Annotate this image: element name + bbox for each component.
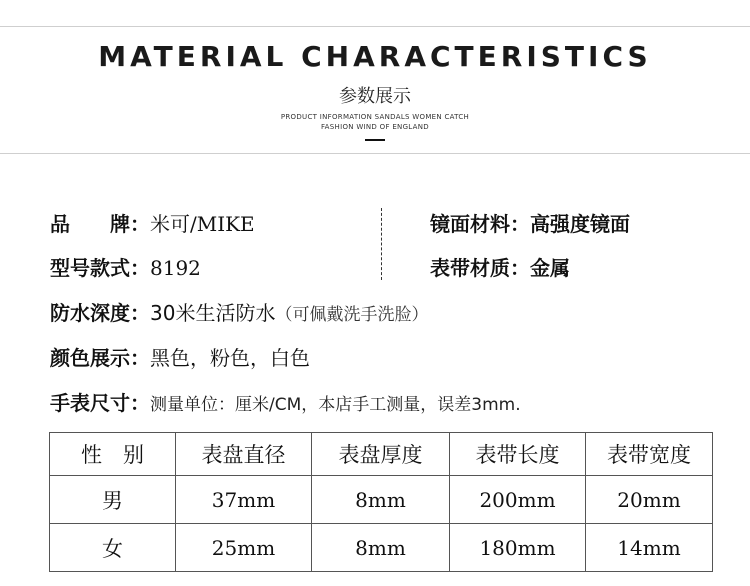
subtitle-cn: 参数展示 [339, 86, 411, 107]
cell-dial-diameter: 37mm [176, 476, 312, 524]
cell-strap-length: 180mm [450, 524, 586, 572]
model-value: 8192 [150, 256, 201, 280]
size-table [49, 432, 713, 572]
cell-dial-thickness: 8mm [312, 476, 450, 524]
size-value: 测量单位：厘米/CM，本店手工测量，误差3mm. [150, 395, 521, 415]
table-header-row [50, 433, 713, 476]
header-strap-length: 表带长度 [450, 433, 586, 476]
strap-label: 表带材质： [430, 256, 530, 280]
cell-strap-width: 20mm [586, 476, 713, 524]
title-underline [365, 139, 385, 141]
spec-strap [430, 252, 570, 281]
page-title: MATERIAL CHARACTERISTICS [98, 40, 652, 73]
mirror-label: 镜面材料： [430, 212, 530, 236]
water-label: 防水深度： [50, 301, 150, 325]
header-gender: 性 别 [50, 433, 176, 476]
spec-brand [50, 208, 255, 237]
brand-label: 品 牌： [50, 212, 150, 236]
spec-size [50, 387, 521, 416]
table-row [50, 524, 713, 572]
spec-model [50, 252, 201, 281]
spec-color [50, 342, 310, 371]
table-row [50, 476, 713, 524]
water-note: （可佩戴洗手洗脸） [275, 305, 429, 325]
cell-dial-diameter: 25mm [176, 524, 312, 572]
header-strap-width: 表带宽度 [586, 433, 713, 476]
water-value: 30米生活防水 [150, 301, 276, 325]
color-label: 颜色展示： [50, 346, 150, 370]
cell-strap-width: 14mm [586, 524, 713, 572]
spec-water [50, 297, 428, 326]
strap-value: 金属 [530, 256, 570, 280]
tagline-2: FASHION WIND OF ENGLAND [321, 123, 429, 131]
header-dial-thickness: 表盘厚度 [312, 433, 450, 476]
spec-column-separator [381, 208, 382, 280]
cell-strap-length: 200mm [450, 476, 586, 524]
top-divider [0, 26, 750, 27]
tagline-1: PRODUCT INFORMATION SANDALS WOMEN CATCH [280, 113, 470, 121]
cell-gender: 女 [50, 524, 176, 572]
brand-value: 米可/MIKE [150, 212, 255, 236]
color-value: 黑色，粉色，白色 [150, 346, 310, 370]
cell-dial-thickness: 8mm [312, 524, 450, 572]
size-label: 手表尺寸： [50, 391, 150, 415]
cell-gender: 男 [50, 476, 176, 524]
spec-mirror [430, 208, 630, 237]
mirror-value: 高强度镜面 [530, 212, 630, 236]
model-label: 型号款式： [50, 256, 150, 280]
header-dial-diameter: 表盘直径 [176, 433, 312, 476]
header-bottom-divider [0, 153, 750, 154]
